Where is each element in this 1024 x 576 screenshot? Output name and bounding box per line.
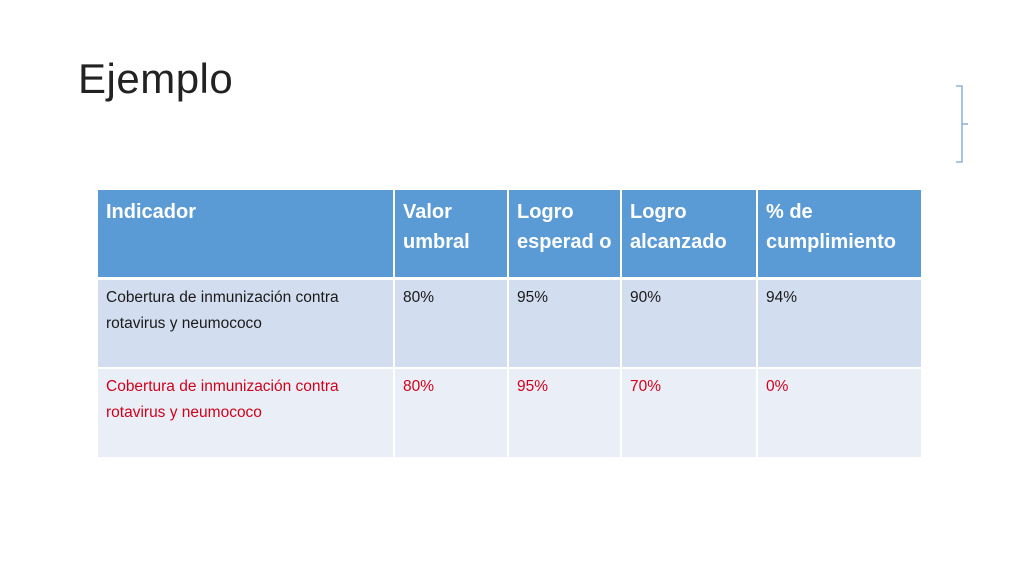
cell-logro-esperado: 95% bbox=[508, 278, 621, 368]
header-indicador: Indicador bbox=[98, 190, 394, 278]
cell-indicador: Cobertura de inmunización contra rotavirus y neumococo bbox=[98, 368, 394, 458]
table-row bbox=[98, 368, 921, 458]
table-header-row bbox=[98, 190, 921, 278]
cell-cumplimiento: 0% bbox=[757, 368, 921, 458]
cell-valor-umbral: 80% bbox=[394, 278, 508, 368]
slide-title: Ejemplo bbox=[78, 55, 234, 102]
header-cumplimiento: % de cumplimiento bbox=[757, 190, 921, 278]
table-row bbox=[98, 278, 921, 368]
header-logro-alcanzado: Logro alcanzado bbox=[621, 190, 757, 278]
header-logro-esperado: Logro esperad o bbox=[508, 190, 621, 278]
indicator-table bbox=[98, 190, 921, 459]
cell-valor-umbral: 80% bbox=[394, 368, 508, 458]
cell-logro-esperado: 95% bbox=[508, 368, 621, 458]
cell-logro-alcanzado: 70% bbox=[621, 368, 757, 458]
cell-logro-alcanzado: 90% bbox=[621, 278, 757, 368]
bracket-connector-icon bbox=[952, 84, 982, 164]
header-valor-umbral: Valor umbral bbox=[394, 190, 508, 278]
cell-cumplimiento: 94% bbox=[757, 278, 921, 368]
cell-indicador: Cobertura de inmunización contra rotavirus y neumococo bbox=[98, 278, 394, 368]
